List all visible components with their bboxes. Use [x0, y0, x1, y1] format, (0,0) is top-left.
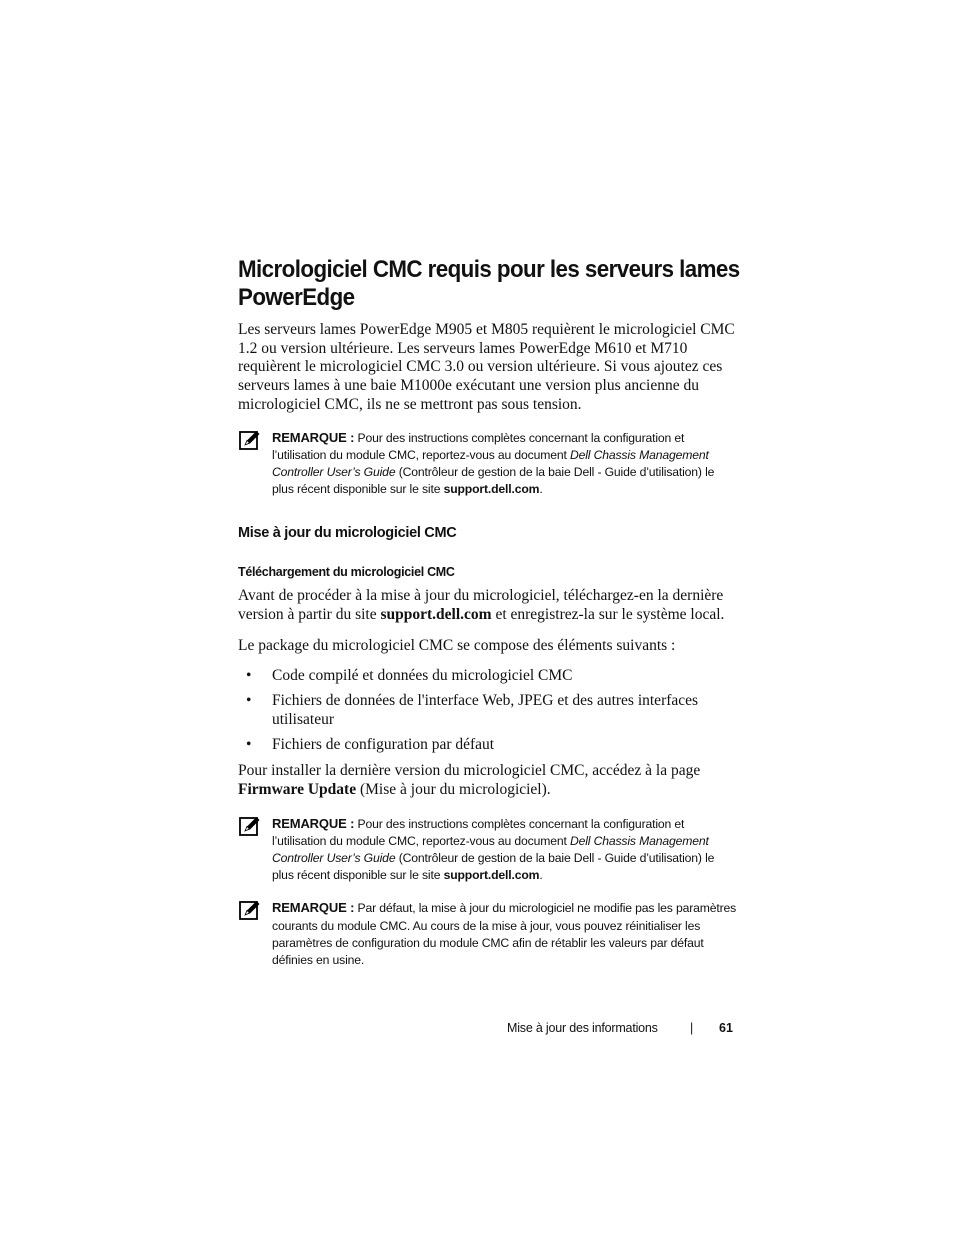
- note-text: .: [539, 868, 543, 883]
- section-heading: Mise à jour du micrologiciel CMC: [238, 525, 457, 542]
- support-link[interactable]: support.dell.com: [380, 606, 492, 624]
- note-default-settings: [238, 899, 738, 969]
- install-paragraph: [238, 762, 738, 799]
- bullet-icon: •: [246, 667, 252, 685]
- subsection-heading: Téléchargement du micrologiciel CMC: [238, 565, 455, 580]
- note-pencil-icon: [239, 816, 261, 836]
- note-text: Pour des instructions complètes concernant la configuration et l’utilisation du module CMC, reportez-vous au document: [272, 430, 685, 462]
- list-item-text: Code compilé et données du micrologiciel CMC: [272, 667, 573, 685]
- note-text: .: [539, 482, 543, 497]
- support-link[interactable]: support.dell.com: [443, 482, 540, 497]
- list-item-text: Fichiers de configuration par défaut: [272, 735, 495, 753]
- page-number: 61: [719, 1021, 733, 1035]
- note-configuration-2: [238, 815, 738, 885]
- download-paragraph: [238, 587, 738, 624]
- package-paragraph: Le package du micrologiciel CMC se compose des éléments suivants :: [238, 636, 676, 654]
- guide-title: Dell Chassis Management Controller User’s Guide: [272, 447, 709, 479]
- paragraph-text: (Mise à jour du micrologiciel).: [356, 780, 551, 798]
- note-text: Par défaut, la mise à jour du micrologiciel ne modifie pas les paramètres courants du module CMC. Au cours de la mise à jour, vous pouvez réinitialiser les paramètres de configuration du module CMC afin de rétablir les valeurs par défaut définies en usine.: [272, 901, 737, 968]
- page-title: Micrologiciel CMC requis pour les serveurs lames PowerEdge: [238, 256, 740, 311]
- guide-title: Dell Chassis Management Controller User’s Guide: [272, 833, 709, 866]
- note-configuration-1: [238, 429, 738, 499]
- footer-chapter-title: Mise à jour des informations: [507, 1021, 658, 1035]
- paragraph-text: Avant de procéder à la mise à jour du micrologiciel, téléchargez-en la dernière version à partir du site: [238, 587, 724, 624]
- paragraph-text: Pour installer la dernière version du micrologiciel CMC, accédez à la page: [238, 762, 701, 780]
- note-label: REMARQUE :: [272, 900, 355, 916]
- firmware-update-label: Firmware Update: [238, 780, 357, 798]
- note-text: Pour des instructions complètes concernant la configuration et l’utilisation du module CMC, reportez-vous au document: [272, 816, 685, 848]
- list-item: [238, 736, 738, 755]
- list-item: [238, 667, 738, 686]
- list-item-text: Fichiers de données de l'interface Web, JPEG et des autres interfaces utilisateur: [272, 692, 699, 728]
- paragraph-text: et enregistrez-la sur le système local.: [491, 606, 725, 624]
- note-pencil-icon: [239, 430, 261, 450]
- page-content: [238, 256, 738, 969]
- bullet-icon: •: [246, 735, 252, 753]
- bullet-icon: •: [246, 692, 252, 710]
- note-text: (Contrôleur de gestion de la baie Dell - Guide d’utilisation) le plus récent disponible sur le site: [272, 464, 715, 497]
- note-label: REMARQUE :: [272, 429, 355, 445]
- package-contents-list: [238, 667, 738, 754]
- list-item: [238, 692, 738, 729]
- footer-separator: |: [690, 1021, 694, 1035]
- note-text: (Contrôleur de gestion de la baie Dell - Guide d’utilisation) le plus récent disponible sur le site: [272, 851, 715, 883]
- note-label: REMARQUE :: [272, 815, 355, 831]
- intro-paragraph: Les serveurs lames PowerEdge M905 et M805 requièrent le micrologiciel CMC 1.2 ou version ultérieure. Les serveurs lames PowerEdge M610 et M710 requièrent le micrologiciel CMC 3.0 ou version ultérieure. Si vous ajoutez ces serveurs lames à une baie M1000e exécutant une version plus ancienne du micrologiciel CMC, ils ne se mettront pas sous tension.: [238, 321, 735, 413]
- support-link[interactable]: support.dell.com: [443, 868, 540, 883]
- note-pencil-icon: [239, 900, 261, 920]
